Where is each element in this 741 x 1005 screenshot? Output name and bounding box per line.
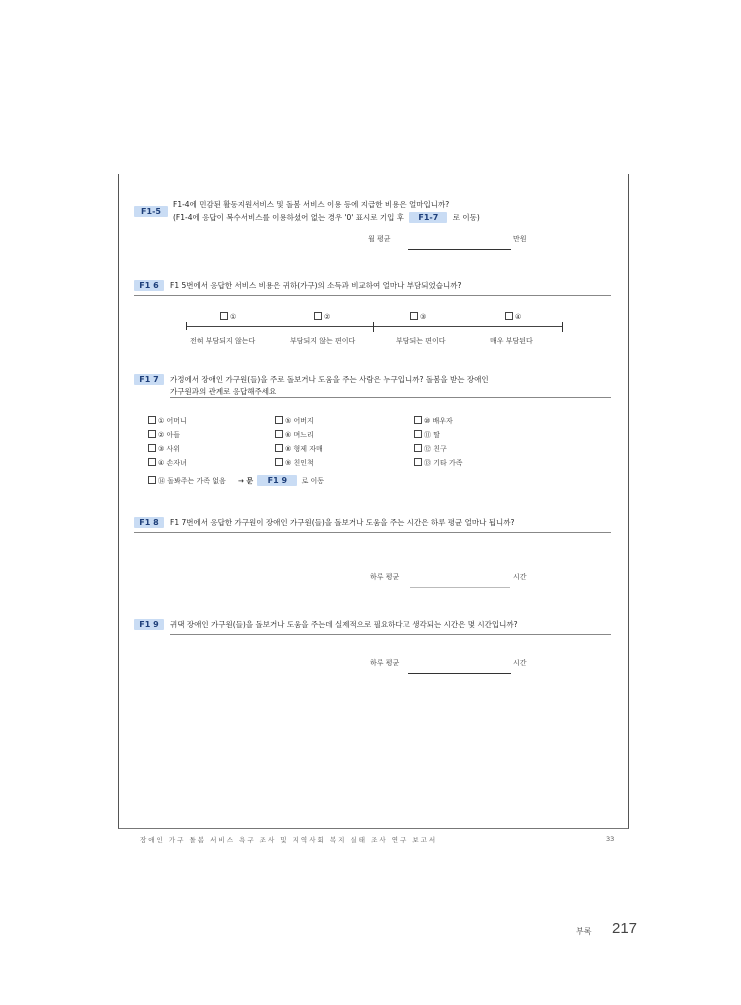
checkbox-icon xyxy=(275,430,283,438)
checkbox-icon xyxy=(505,312,513,320)
survey-frame xyxy=(118,174,629,829)
f1-6-option-3-checkbox[interactable]: ③ xyxy=(410,312,426,321)
f1-7-option-11[interactable]: ⑪ 딸 xyxy=(414,430,440,440)
f1-5-line2-text: (F1-4에 응답이 복수서비스를 이용하셨어 없는 경우 '0' 표시로 기입 후 xyxy=(173,213,404,222)
checkbox-icon xyxy=(414,458,422,466)
footer-text: 장애인 가구 돌봄 서비스 욕구 조사 및 지역사회 복지 실태 조사 연구 보고서 xyxy=(140,836,438,844)
f1-7-option-12[interactable]: ⑫ 친구 xyxy=(414,444,447,454)
page-section-label: 부록 xyxy=(576,927,592,936)
f1-9-answer-unit: 시간 xyxy=(513,659,527,667)
f1-7-option-2[interactable]: ② 아들 xyxy=(148,430,180,440)
f1-5-line2-suffix: 로 이동) xyxy=(452,213,480,222)
f1-7-option-9[interactable]: ⑨ 친인척 xyxy=(275,458,314,468)
f1-7-option-8[interactable]: ⑧ 형제 자매 xyxy=(275,444,323,454)
checkbox-icon xyxy=(148,416,156,424)
f1-9-question: 귀댁 장애인 가구원(들)을 돌보거나 도움을 주는데 실제적으로 필요하다고 생각되는 시간은 몇 시간입니까? xyxy=(170,620,518,629)
f1-7-question-line2: 가구원과의 관계로 응답해주세요 xyxy=(170,387,277,396)
f1-7-option-13[interactable]: ⑬ 기타 가족 xyxy=(414,458,463,468)
question-tag-f1-8: F1 8 xyxy=(134,517,164,528)
checkbox-icon xyxy=(148,476,156,484)
f1-7-option-4[interactable]: ④ 손자녀 xyxy=(148,458,187,468)
f1-5-answer-unit: 만원 xyxy=(513,235,527,243)
f1-7-option-10[interactable]: ⑩ 배우자 xyxy=(414,416,453,426)
f1-6-option-4-label: 매우 부담된다 xyxy=(490,337,533,345)
f1-7-option-6[interactable]: ⑥ 며느리 xyxy=(275,430,314,440)
checkbox-icon xyxy=(148,458,156,466)
checkbox-icon xyxy=(410,312,418,320)
question-tag-f1-9: F1 9 xyxy=(134,619,164,630)
f1-8-answer-field[interactable] xyxy=(410,587,510,588)
f1-8-question: F1 7번에서 응답한 가구원이 장애인 가구원(들)을 돌보거나 도움을 주는 시간은 하루 평균 얼마나 됩니까? xyxy=(170,518,515,527)
checkbox-icon xyxy=(414,444,422,452)
f1-7-option-3[interactable]: ③ 사위 xyxy=(148,444,180,454)
f1-8-answer-prefix: 하루 평균 xyxy=(370,573,400,581)
f1-9-answer-field[interactable] xyxy=(408,673,511,674)
f1-8-answer-unit: 시간 xyxy=(513,573,527,581)
f1-9-divider xyxy=(170,634,611,635)
f1-7-divider xyxy=(170,397,611,398)
checkbox-icon xyxy=(220,312,228,320)
checkbox-icon xyxy=(275,416,283,424)
f1-7-arrow-text: → 문 xyxy=(238,477,254,485)
f1-6-option-2-checkbox[interactable]: ② xyxy=(314,312,330,321)
checkbox-icon xyxy=(414,416,422,424)
f1-6-question: F1 5번에서 응답한 서비스 비용은 귀하(가구)의 소득과 비교하여 얼마나 부담되었습니까? xyxy=(170,281,462,290)
question-tag-f1-6: F1 6 xyxy=(134,280,164,291)
page-number: 217 xyxy=(612,920,638,937)
f1-7-option-14[interactable]: ⑭ 돌봐주는 가족 없음 → 문 F1 9 로 이동 xyxy=(148,475,324,486)
f1-7-jump-suffix: 로 이동 xyxy=(301,477,325,485)
f1-5-question-line1: F1-4에 민감된 활동지원서비스 및 돌봄 서비스 이용 등에 지급한 비용은 얼마입니까? xyxy=(173,200,450,209)
checkbox-icon xyxy=(148,444,156,452)
scale-tick xyxy=(186,322,187,330)
f1-7-option-5[interactable]: ⑤ 어버지 xyxy=(275,416,314,426)
scale-tick xyxy=(373,322,374,332)
f1-6-option-1-label: 전혀 부담되지 않는다 xyxy=(190,337,256,345)
jump-tag-f1-9: F1 9 xyxy=(257,475,297,486)
f1-5-answer-prefix: 월 평균 xyxy=(368,235,391,243)
footer-page-marker: 33 xyxy=(606,835,615,843)
f1-5-question-line2 xyxy=(173,212,480,223)
f1-8-divider xyxy=(134,532,611,533)
jump-tag-f1-7: F1-7 xyxy=(409,212,447,223)
f1-6-option-3-label: 부담되는 편이다 xyxy=(396,337,446,345)
checkbox-icon xyxy=(314,312,322,320)
f1-6-option-1-checkbox[interactable]: ① xyxy=(220,312,236,321)
question-tag-f1-5: F1-5 xyxy=(134,206,168,217)
question-tag-f1-7: F1 7 xyxy=(134,374,164,385)
f1-7-option-1[interactable]: ① 어머니 xyxy=(148,416,187,426)
f1-5-answer-field[interactable] xyxy=(408,249,511,250)
f1-6-option-4-checkbox[interactable]: ④ xyxy=(505,312,521,321)
checkbox-icon xyxy=(148,430,156,438)
f1-6-option-2-label: 부담되지 않는 편이다 xyxy=(290,337,356,345)
checkbox-icon xyxy=(275,444,283,452)
checkbox-icon xyxy=(275,458,283,466)
scale-tick xyxy=(562,322,563,332)
f1-6-divider xyxy=(134,295,611,296)
f1-7-question-line1: 가정에서 장애인 가구원(들)을 주로 돌보거나 도움을 주는 사람은 누구입니까? 돌봄을 받는 장애인 xyxy=(170,375,489,384)
f1-9-answer-prefix: 하루 평균 xyxy=(370,659,400,667)
f1-6-scale-line xyxy=(186,326,562,327)
checkbox-icon xyxy=(414,430,422,438)
